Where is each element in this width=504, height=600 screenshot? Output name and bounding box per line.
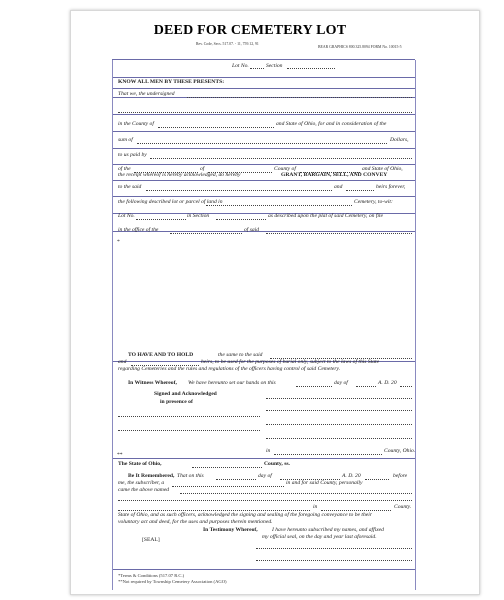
official-signature-field[interactable] [256,548,412,549]
grant-text: GRANT, BARGAIN, SELL, AND CONVEY [281,172,388,178]
testimony-heading: In Testimony Whereof, [203,527,258,533]
sum-field[interactable] [137,143,387,144]
state-ohio-label: and State of Ohio, for and in consideration of the [276,121,387,127]
signature-field-4[interactable] [266,438,412,439]
official-title-field[interactable] [256,560,412,561]
signature-field-1[interactable] [266,398,412,399]
lot-field[interactable] [250,68,264,69]
came-named: came the above named [118,487,170,493]
rule-8 [112,196,415,197]
in-and-for: in and for said County, personally [286,480,363,486]
signed-acknowledged: Signed and Acknowledged [154,391,217,397]
witness-in-label: in [266,448,271,454]
following-label: the following described lot or parcel of land in [118,199,223,205]
regarding-text: regarding Cemeteries and the rules and regulations of the officers having control of said Cemetery. [118,366,341,372]
rule-1 [112,88,415,89]
state-ohio-label-2: and State of Ohio, [362,166,403,172]
publisher-note: BEAR GRAPHICS 800.325.8094 FORM No. 10015-5 [318,45,402,49]
witness-year-field[interactable] [400,386,412,387]
lot-no-field[interactable] [136,219,186,220]
to-have-text: the same to the said [218,352,263,358]
testimony-text-2: my official seal, on the day and year last aforesaid. [262,534,377,540]
county-of-label: in the County of [118,121,154,127]
of-label: of [200,166,205,172]
seal-label: [SEAL] [142,537,160,543]
remembered-day-of: day of [258,473,272,479]
grantee-and-field[interactable] [346,190,374,191]
rev-code: Rev. Code, Secs. 517.07. - 11, 759.12, 91 [196,42,259,46]
sum-of-label: sum of [118,137,133,143]
paid-by-label: to us paid by [118,152,147,158]
deed-title: DEED FOR CEMETERY LOT [153,23,347,38]
of-said-field[interactable] [266,233,412,234]
as-described-label: as described upon the plat of said Cemetery, on file [268,213,383,219]
double-asterisk: ** [117,452,123,458]
lot-label: Lot No. [232,63,249,69]
rule-13 [112,569,415,570]
undersigned-label: That we, the undersigned [118,91,175,97]
office-of-label: in the office of the [118,227,159,233]
habendum-and: and [118,359,127,365]
remembered-year-field[interactable] [365,479,389,480]
in-presence-of: in presence of [160,399,193,405]
heirs-used-text: heirs, to be used for the purposes of burial only, subject to the laws of this State [201,359,380,365]
right-margin-line [415,60,416,590]
witness-text: We have hereunto set our hands on this [188,380,276,386]
office-field[interactable] [170,233,242,234]
to-said-label: to the said [118,184,142,190]
county-ss: County, ss. [264,461,290,467]
in-section-field[interactable] [216,219,266,220]
witness-field-1[interactable] [118,416,260,417]
witness-month-field[interactable] [356,386,376,387]
remembered-heading: Be It Remembered, [128,473,175,479]
paid-by-field[interactable] [150,158,412,159]
witness-county-field[interactable] [274,454,382,455]
county-of-label-2: County of [274,166,296,172]
remembered-text: That on this [177,473,204,479]
section-label: Section [266,63,283,69]
and-label: and [334,184,343,190]
heirs-forever-label: heirs forever, [376,184,406,190]
rule-heading [112,77,415,78]
to-have-heading: TO HAVE AND TO HOLD [128,352,194,358]
rule-4 [112,131,415,132]
dollars-label: Dollars, [390,137,409,143]
grantee-field[interactable] [146,190,332,191]
rule-12 [112,458,415,459]
residence-field[interactable] [118,510,310,511]
witness-day-field[interactable] [296,386,332,387]
left-margin-line [112,60,113,590]
receipt-text: the receipt whereof is hereby acknowledged, do hereby [118,172,241,178]
county-label: County. [394,504,412,510]
subscriber-field[interactable] [172,486,284,487]
of-the-label: of the [118,166,131,172]
witness-ad: A. D. 20 [378,380,397,386]
remembered-day-field[interactable] [216,479,256,480]
state-county-field[interactable] [192,467,262,468]
lot-no-label: Lot No. [118,213,135,219]
witness-day-of: day of [334,380,348,386]
state-in-label: in [313,504,318,510]
grantor-names-field[interactable] [187,97,412,98]
rule-7 [112,180,415,181]
witness-field-2[interactable] [118,430,260,431]
rule-5 [112,148,415,149]
in-section-label: in Section [187,213,210,219]
footnote-1: *Terms & Conditions (517.07 R.C.) [118,573,185,578]
of-said-label: of said [244,227,260,233]
asterisk-mark: * [117,239,120,245]
county-ohio-label: County, Ohio. [384,448,416,454]
witness-heading: In Witness Whereof, [128,380,177,386]
state-in-field[interactable] [321,510,391,511]
came-named-field[interactable] [180,493,412,494]
grantor-names-field-2[interactable] [118,112,412,113]
me-subscriber: me, the subscriber, a [118,480,165,486]
remembered-ad: A. D. 20 [342,473,361,479]
section-field[interactable] [287,68,335,69]
rule-3 [112,114,415,115]
state-of-ohio: The State of Ohio, [118,461,162,467]
top-rule [112,59,415,60]
footnote-2: **Not required by Township Cemetery Association (AGO) [118,579,227,584]
before-label: before [393,473,408,479]
came-named-field-2[interactable] [118,500,412,501]
signature-field-2[interactable] [266,410,412,411]
rule-6 [112,164,415,165]
voluntary-text: voluntary act and deed, for the uses and purposes therein mentioned. [118,519,273,525]
deed-heading: KNOW ALL MEN BY THESE PRESENTS: [118,79,225,85]
county-field[interactable] [158,127,274,128]
testimony-text: I have hereunto subscribed my names, and affixed [272,527,384,533]
signature-field-3[interactable] [266,424,412,425]
cemetery-name-field[interactable] [206,205,352,206]
officers-text: State of Ohio, and as such officers, acknowledged the signing and sealing of the foregoing conveyance to be their [118,512,372,518]
cemetery-to-wit-label: Cemetery, to-wit: [354,199,393,205]
